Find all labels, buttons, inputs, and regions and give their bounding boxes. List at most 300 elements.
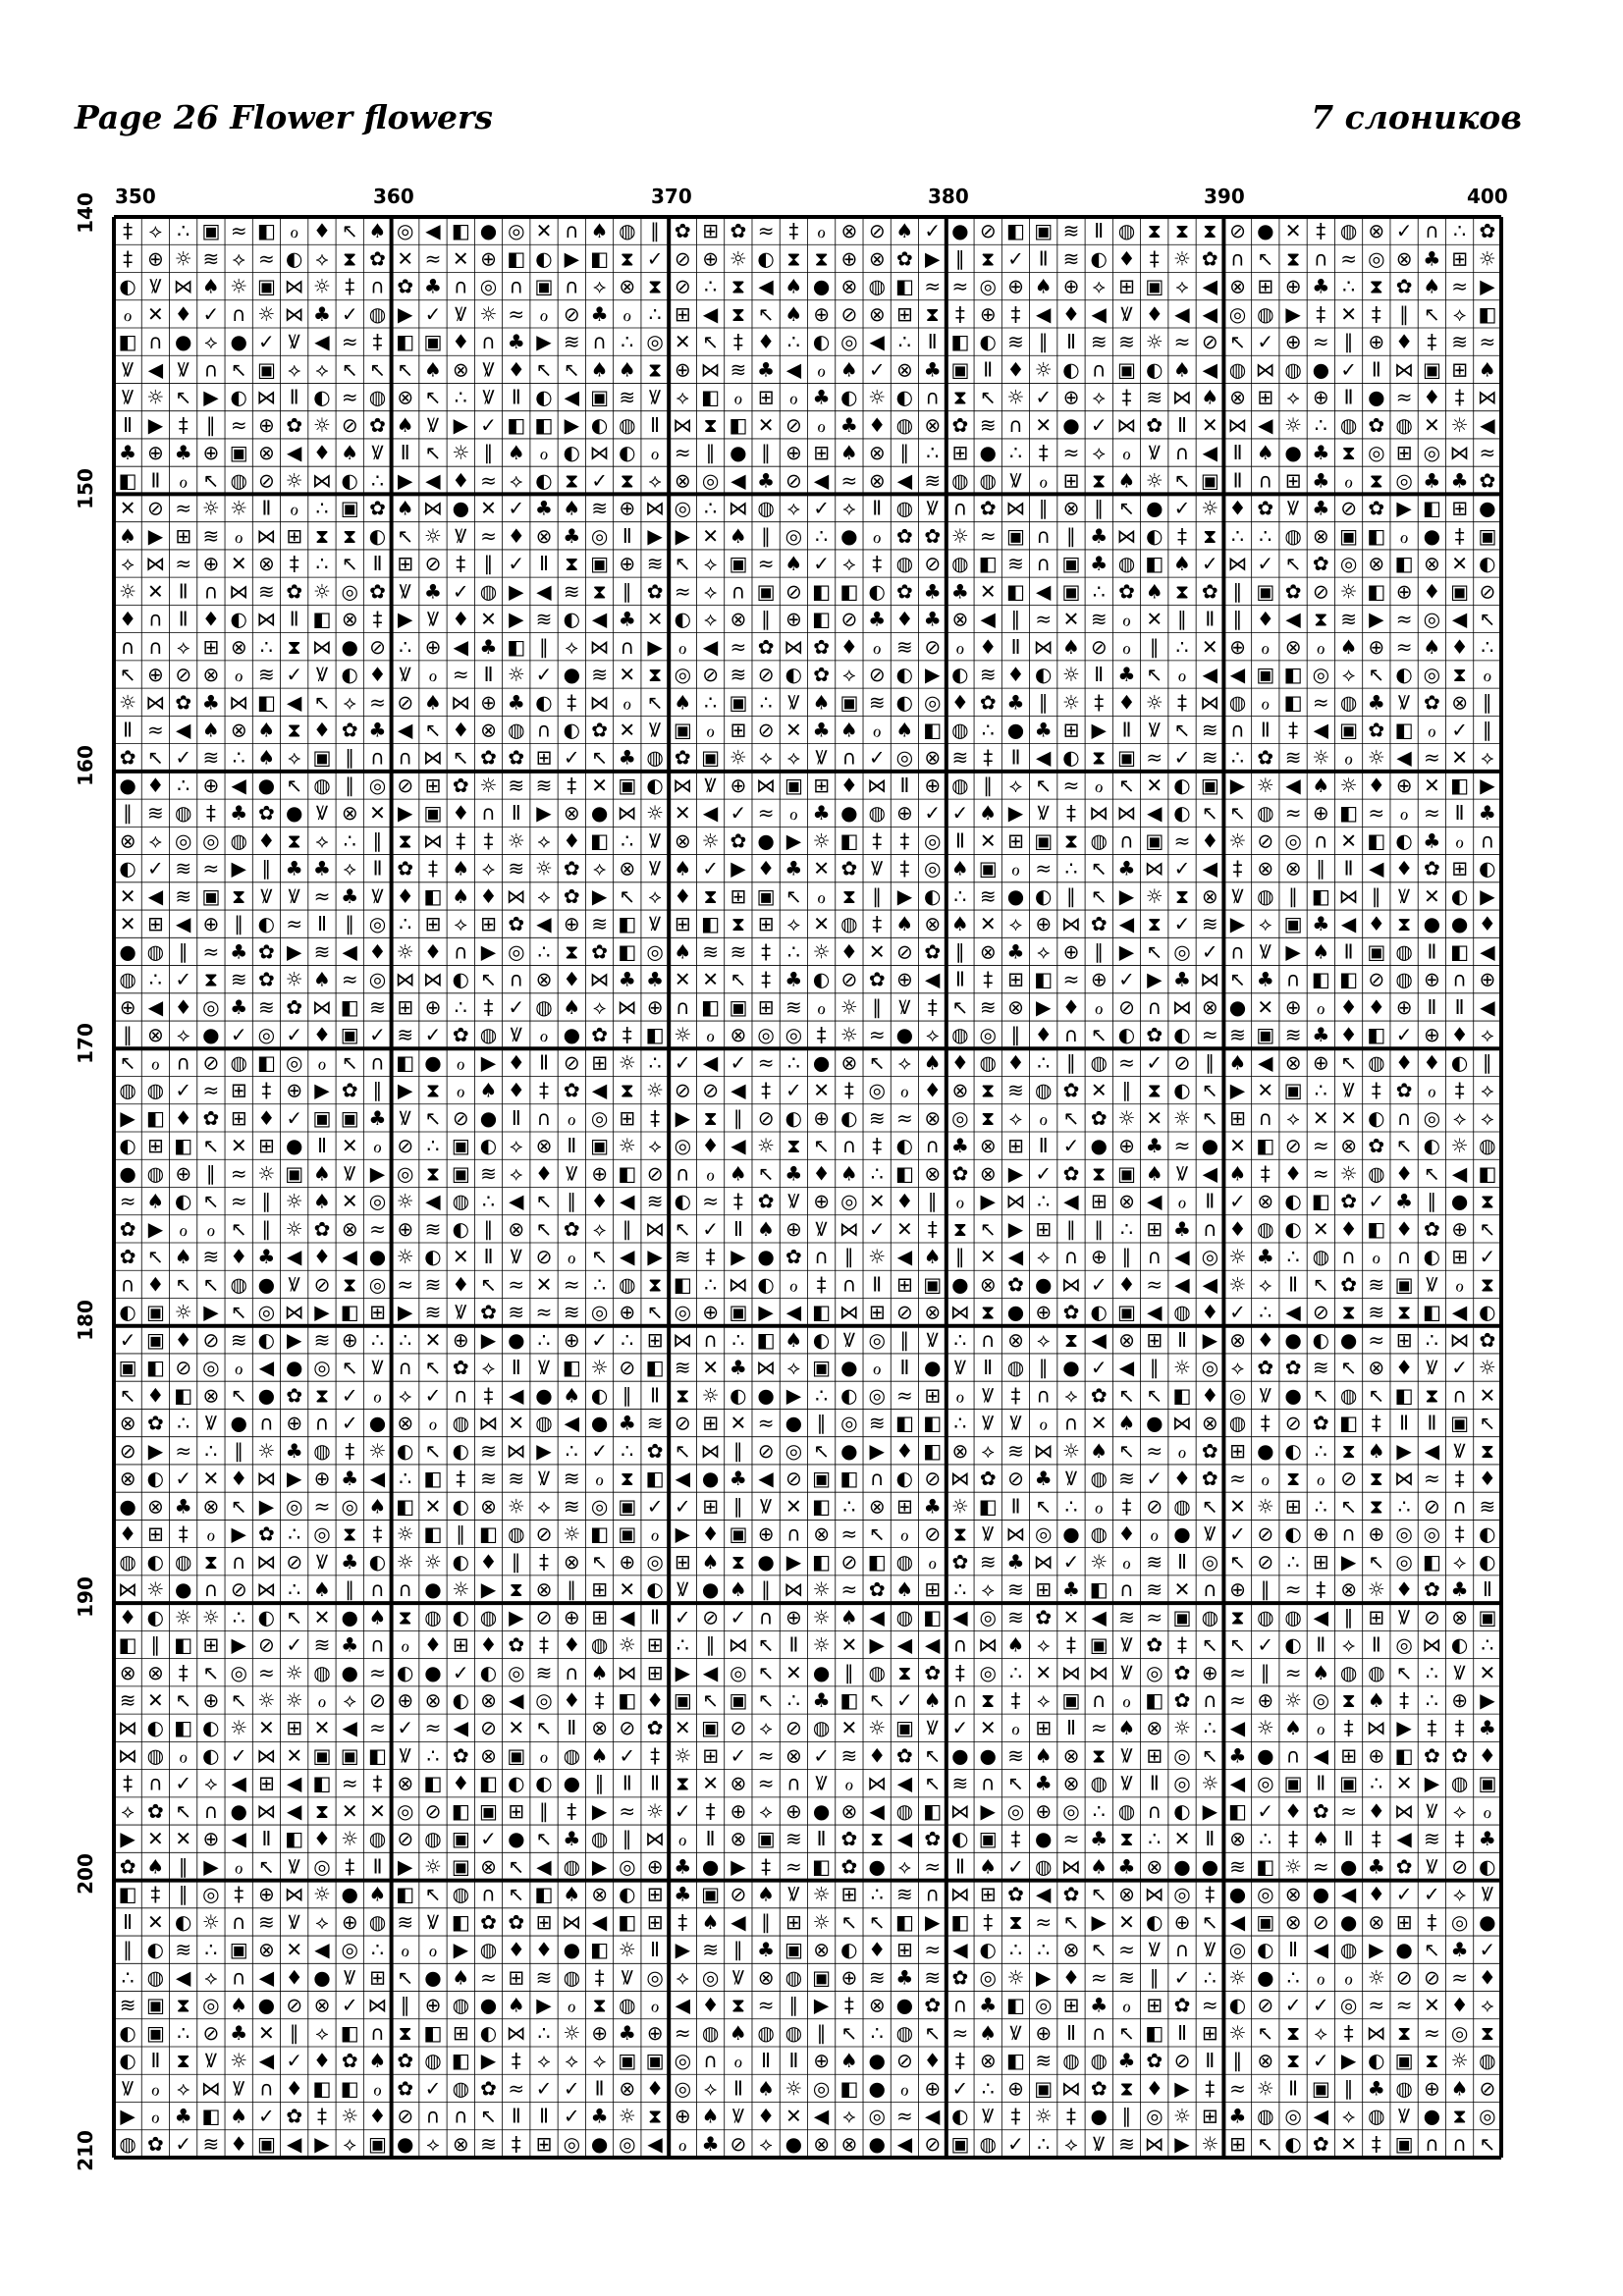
pattern-cell-symbol: ◧ (1006, 219, 1025, 243)
pattern-cell-symbol: ⧗ (620, 246, 634, 271)
pattern-cell-symbol: ⧗ (314, 1799, 330, 1823)
pattern-cell-symbol: ↖ (702, 330, 719, 354)
pattern-cell-symbol: ◎ (313, 1522, 331, 1546)
pattern-cell-symbol: ⧗ (203, 1549, 218, 1574)
pattern-cell-symbol: ♦ (424, 1632, 442, 1657)
pattern-cell-symbol: ⊗ (480, 1494, 497, 1519)
pattern-cell-symbol: ◀ (1313, 1743, 1328, 1768)
pattern-cell-symbol: ⋈ (367, 1993, 388, 2017)
pattern-cell-symbol: ∴ (676, 1632, 689, 1657)
pattern-cell-symbol: ≈ (785, 1854, 802, 1879)
pattern-cell-symbol: ≈ (1312, 1161, 1329, 1186)
pattern-cell-symbol: ⧗ (176, 1993, 190, 2017)
pattern-cell-symbol: Ꝟ (399, 663, 411, 686)
pattern-cell-symbol: ⊕ (813, 2049, 830, 2073)
pattern-cell-symbol: ● (1062, 1522, 1080, 1546)
pattern-cell-symbol: ♠ (950, 856, 969, 881)
pattern-cell-symbol: ⟡ (1286, 385, 1300, 409)
pattern-cell-symbol: ‡ (650, 1105, 661, 1130)
pattern-cell-symbol: ♦ (895, 607, 914, 631)
pattern-cell-symbol: ◀ (702, 1660, 719, 1684)
pattern-cell-symbol: ▶ (480, 939, 497, 964)
pattern-cell-symbol: Ⅱ (788, 2049, 799, 2073)
pattern-cell-symbol: ⋈ (700, 1438, 721, 1463)
pattern-cell-symbol: ‡ (428, 856, 438, 881)
pattern-cell-symbol: Ⅱ (622, 523, 632, 548)
pattern-cell-symbol: ∩ (1425, 219, 1439, 243)
pattern-cell-symbol: ☼ (174, 1605, 192, 1629)
pattern-cell-symbol: ▣ (618, 2049, 637, 2073)
pattern-cell-symbol: ⧗ (1286, 1467, 1301, 1491)
pattern-cell-symbol: ✓ (1479, 1938, 1496, 1962)
pattern-cell-symbol: ◎ (757, 1023, 775, 1047)
pattern-cell-symbol: ◐ (563, 607, 581, 631)
pattern-cell-symbol: ● (424, 1577, 442, 1601)
pattern-cell-symbol: ☼ (201, 496, 220, 520)
pattern-cell-symbol: ◐ (923, 884, 942, 908)
pattern-cell-symbol: ♣ (1312, 468, 1330, 493)
pattern-cell-symbol: ↖ (1090, 1882, 1108, 1906)
pattern-cell-symbol: ◀ (785, 1300, 802, 1324)
pattern-cell-symbol: ▶ (398, 1854, 413, 1879)
pattern-cell-symbol: Ꝟ (455, 523, 467, 548)
pattern-cell-symbol: ◎ (923, 690, 942, 715)
pattern-cell-symbol: ↖ (147, 745, 164, 770)
pattern-cell-symbol: ⟡ (148, 219, 163, 243)
pattern-cell-symbol: ⊞ (785, 1909, 802, 1934)
pattern-cell-symbol: ∩ (786, 1522, 801, 1546)
pattern-cell-symbol: ✿ (1451, 1743, 1468, 1768)
pattern-cell-symbol: ∴ (593, 1272, 606, 1297)
pattern-cell-symbol: ◀ (1258, 412, 1273, 437)
pattern-cell-symbol: ⊘ (175, 663, 192, 686)
pattern-cell-symbol: ✕ (1173, 1827, 1191, 1851)
pattern-cell-symbol: ⊘ (896, 939, 913, 964)
pattern-cell-symbol: ⧗ (343, 523, 357, 548)
pattern-cell-symbol: ◐ (1146, 523, 1163, 548)
pattern-cell-symbol: ⧗ (1174, 884, 1190, 908)
pattern-cell-symbol: ◐ (119, 2049, 136, 2073)
pattern-cell-symbol: ∥ (1427, 1189, 1437, 1213)
pattern-cell-symbol: ☼ (285, 1189, 303, 1213)
pattern-cell-symbol: ⧗ (1341, 1300, 1356, 1324)
pattern-cell-symbol: ☼ (257, 1438, 276, 1463)
pattern-cell-symbol: ⊞ (1340, 1743, 1357, 1768)
pattern-cell-symbol: ● (1450, 1189, 1469, 1213)
pattern-cell-symbol: Ꝟ (982, 1411, 995, 1435)
pattern-cell-symbol: ℴ (622, 301, 632, 326)
pattern-cell-symbol: ⟡ (1481, 1993, 1494, 2017)
pattern-cell-symbol: ✿ (785, 1245, 802, 1269)
pattern-cell-symbol: ∩ (370, 745, 385, 770)
pattern-cell-symbol: ‡ (677, 1909, 688, 1934)
pattern-cell-symbol: ⊞ (508, 1799, 525, 1823)
pattern-cell-symbol: ▶ (785, 828, 802, 853)
pattern-cell-symbol: ⊕ (619, 552, 636, 575)
pattern-cell-symbol: ◍ (563, 1854, 581, 1879)
pattern-cell-symbol: ⋈ (1422, 1632, 1442, 1657)
pattern-cell-symbol: ◎ (1395, 1522, 1413, 1546)
pattern-cell-symbol: ↖ (202, 468, 220, 493)
pattern-cell-symbol: ↖ (1395, 1660, 1413, 1684)
pattern-cell-symbol: ☼ (1062, 663, 1080, 686)
pattern-cell-symbol: ◧ (340, 1300, 359, 1324)
pattern-cell-symbol: ◍ (368, 1909, 387, 1934)
pattern-cell-symbol: ◎ (840, 1411, 858, 1435)
pattern-cell-symbol: ✓ (1007, 1854, 1024, 1879)
pattern-cell-symbol: ⊕ (1229, 634, 1246, 659)
pattern-cell-symbol: ≋ (480, 1438, 497, 1463)
pattern-cell-symbol: ≋ (202, 2131, 220, 2156)
pattern-cell-symbol: ◍ (951, 774, 969, 797)
pattern-cell-symbol: ◐ (1173, 801, 1191, 826)
pattern-cell-symbol: ✕ (230, 552, 247, 575)
pattern-cell-symbol: ≈ (1229, 1660, 1246, 1684)
pattern-cell-symbol: ♠ (1228, 1161, 1247, 1186)
pattern-cell-symbol: ◎ (868, 1327, 886, 1352)
pattern-cell-symbol: ⟡ (897, 1854, 912, 1879)
pattern-cell-symbol: ⟡ (786, 496, 801, 520)
pattern-cell-symbol: ⊗ (924, 1161, 942, 1186)
pattern-cell-symbol: ∥ (178, 1854, 189, 1879)
pattern-cell-symbol: ♦ (1395, 330, 1414, 354)
pattern-cell-symbol: ℴ (1177, 1438, 1187, 1463)
pattern-cell-symbol: ✓ (175, 967, 192, 991)
pattern-cell-symbol: ⊕ (397, 1216, 414, 1241)
pattern-cell-symbol: ◎ (230, 1660, 247, 1684)
pattern-cell-symbol: ◧ (507, 412, 526, 437)
pattern-cell-symbol: ▶ (675, 523, 690, 548)
pattern-cell-symbol: ∥ (1232, 579, 1243, 604)
pattern-cell-symbol: ℴ (290, 496, 299, 520)
pattern-cell-symbol: ≋ (1201, 745, 1218, 770)
pattern-cell-symbol: ♣ (1006, 690, 1025, 715)
pattern-cell-symbol: ↖ (1368, 1549, 1385, 1574)
pattern-cell-symbol: Ꝟ (399, 1743, 411, 1768)
pattern-cell-symbol: ⟡ (676, 1965, 689, 1990)
pattern-cell-symbol: ↖ (757, 1688, 775, 1712)
pattern-cell-symbol: ∩ (1147, 994, 1163, 1019)
pattern-cell-symbol: ≋ (397, 1023, 414, 1047)
pattern-cell-symbol: ☼ (729, 745, 747, 770)
pattern-cell-symbol: ⊘ (535, 1245, 553, 1269)
pattern-cell-symbol: ▶ (398, 607, 413, 631)
pattern-cell-symbol: ⊞ (1368, 1605, 1385, 1629)
pattern-cell-symbol: ⊞ (480, 912, 497, 936)
pattern-cell-symbol: ▶ (758, 1300, 774, 1324)
pattern-cell-symbol: ℴ (733, 2049, 743, 2073)
pattern-cell-symbol: ≈ (424, 246, 442, 271)
pattern-cell-symbol: ♦ (285, 2076, 303, 2101)
pattern-cell-symbol: ◍ (452, 1993, 470, 2017)
pattern-cell-symbol: ♠ (479, 1078, 498, 1102)
pattern-cell-symbol: ≋ (313, 1327, 331, 1352)
pattern-cell-symbol: ⟡ (676, 385, 689, 409)
pattern-cell-symbol: Ⅱ (650, 1605, 661, 1629)
pattern-cell-symbol: ⋈ (284, 274, 304, 298)
pattern-cell-symbol: ♦ (757, 2104, 776, 2128)
pattern-cell-symbol: ✕ (840, 1632, 858, 1657)
pattern-cell-symbol: ◎ (1368, 246, 1385, 271)
pattern-cell-symbol: ● (230, 1799, 247, 1823)
pattern-cell-symbol: ⊘ (397, 774, 414, 797)
pattern-cell-symbol: Ⅱ (1232, 441, 1243, 465)
pattern-cell-symbol: ⋈ (645, 1216, 666, 1241)
pattern-cell-symbol: ⋈ (229, 579, 249, 604)
pattern-cell-symbol: ◎ (979, 1660, 997, 1684)
pattern-cell-symbol: ≈ (341, 330, 358, 354)
pattern-cell-symbol: ⟡ (981, 1438, 995, 1463)
pattern-cell-symbol: ♦ (1256, 1327, 1274, 1352)
pattern-cell-symbol: ▣ (1061, 579, 1081, 604)
pattern-cell-symbol: ✓ (702, 1216, 719, 1241)
pattern-cell-symbol: ⋈ (756, 1356, 777, 1380)
pattern-cell-symbol: ⧗ (730, 301, 745, 326)
pattern-cell-symbol: ◀ (509, 1383, 524, 1408)
pattern-cell-symbol: ✕ (979, 1716, 997, 1740)
pattern-cell-symbol: ♣ (812, 801, 831, 826)
pattern-cell-symbol: ⧗ (1452, 663, 1467, 686)
pattern-cell-symbol: ≈ (175, 1438, 192, 1463)
pattern-cell-symbol: ◎ (1339, 552, 1358, 575)
pattern-cell-symbol: ▣ (1394, 1272, 1414, 1297)
pattern-cell-symbol: ♣ (1367, 2076, 1385, 2101)
pattern-cell-symbol: ≋ (535, 774, 553, 797)
pattern-cell-symbol: ✓ (175, 1771, 192, 1795)
pattern-cell-symbol: ⊘ (757, 663, 775, 686)
pattern-cell-symbol: ✕ (1479, 1383, 1496, 1408)
pattern-cell-symbol: ▶ (1174, 2131, 1190, 2156)
pattern-cell-symbol: ↖ (480, 2104, 497, 2128)
pattern-cell-symbol: ⊘ (619, 1716, 636, 1740)
pattern-cell-symbol: ✿ (1007, 1882, 1024, 1906)
pattern-cell-symbol: ≋ (868, 1965, 886, 1990)
pattern-cell-symbol: ≋ (535, 1660, 553, 1684)
pattern-cell-symbol: ⊕ (646, 1854, 664, 1879)
pattern-cell-symbol: ≋ (702, 939, 719, 964)
pattern-cell-symbol: ⋈ (478, 1411, 499, 1435)
pattern-cell-symbol: ⊞ (1312, 1549, 1329, 1574)
pattern-cell-symbol: ∥ (954, 246, 965, 271)
pattern-cell-symbol: ‡ (1121, 1494, 1132, 1519)
pattern-cell-symbol: ♦ (674, 884, 692, 908)
pattern-cell-symbol: ◐ (1146, 357, 1163, 382)
pattern-cell-symbol: ⊗ (1312, 523, 1329, 548)
pattern-cell-symbol: ◎ (1228, 1938, 1247, 1962)
pattern-cell-symbol: ◎ (784, 1023, 803, 1047)
pattern-cell-symbol: ∥ (483, 1216, 494, 1241)
pattern-cell-symbol: ▣ (423, 330, 443, 354)
pattern-cell-symbol: ✿ (508, 1909, 525, 1934)
pattern-cell-symbol: ℴ (1177, 1189, 1187, 1213)
pattern-cell-symbol: ● (1173, 1522, 1191, 1546)
pattern-cell-symbol: ∩ (148, 330, 163, 354)
pattern-cell-symbol: ◍ (146, 939, 165, 964)
pattern-cell-symbol: ↖ (1368, 663, 1385, 686)
pattern-cell-symbol: Ꝟ (399, 1105, 411, 1130)
pattern-cell-symbol: ↖ (757, 301, 775, 326)
pattern-cell-symbol: ✕ (702, 1771, 719, 1795)
pattern-cell-symbol: ● (1006, 1300, 1025, 1324)
pattern-cell-symbol: ↖ (868, 1050, 886, 1075)
pattern-cell-symbol: ◎ (979, 1965, 997, 1990)
pattern-cell-symbol: ∴ (1426, 1688, 1438, 1712)
pattern-cell-symbol: ♠ (618, 357, 636, 382)
pattern-cell-symbol: ◧ (1145, 2020, 1164, 2045)
pattern-cell-symbol: ♦ (1395, 1161, 1414, 1186)
pattern-cell-symbol: ∩ (675, 1161, 690, 1186)
pattern-cell-symbol: ♣ (1312, 912, 1330, 936)
pattern-cell-symbol: Ꝟ (233, 2076, 245, 2101)
pattern-cell-symbol: ⋈ (1033, 1438, 1054, 1463)
pattern-cell-symbol: ☼ (257, 1161, 276, 1186)
pattern-cell-symbol: Ⅱ (1149, 1771, 1160, 1795)
pattern-cell-symbol: ✿ (258, 939, 275, 964)
pattern-cell-symbol: ☼ (784, 2076, 803, 2101)
pattern-cell-symbol: ♣ (1090, 1827, 1109, 1851)
pattern-cell-symbol: ▶ (591, 884, 608, 908)
pattern-cell-symbol: ⋈ (1061, 2076, 1081, 2101)
pattern-cell-symbol: ∥ (1149, 1356, 1160, 1380)
pattern-cell-symbol: ⊗ (1229, 1327, 1246, 1352)
pattern-cell-symbol: ▶ (1285, 301, 1301, 326)
pattern-cell-symbol: ◎ (257, 1300, 276, 1324)
pattern-cell-symbol: Ꝟ (344, 1161, 356, 1186)
pattern-cell-symbol: ♦ (1228, 496, 1247, 520)
pattern-cell-symbol: ⊗ (619, 856, 636, 881)
pattern-cell-symbol: ◀ (1396, 745, 1412, 770)
pattern-cell-symbol: ⊗ (1368, 1356, 1385, 1380)
pattern-cell-symbol: ✿ (1201, 579, 1218, 604)
pattern-cell-symbol: ◐ (1423, 1134, 1441, 1158)
pattern-cell-symbol: ≋ (508, 1467, 525, 1491)
pattern-cell-symbol: ⊗ (1451, 1605, 1468, 1629)
pattern-cell-symbol: ∴ (1037, 1050, 1051, 1075)
pattern-cell-symbol: ⊗ (119, 1467, 136, 1491)
pattern-cell-symbol: ♣ (341, 1549, 359, 1574)
pattern-cell-symbol: ◍ (895, 1799, 914, 1823)
pattern-cell-symbol: ◐ (784, 663, 803, 686)
pattern-cell-symbol: ‡ (1232, 856, 1243, 881)
pattern-cell-symbol: ℴ (234, 663, 243, 686)
pattern-cell-symbol: Ⅱ (400, 441, 410, 465)
pattern-cell-symbol: ◐ (230, 385, 247, 409)
pattern-cell-symbol: ⊕ (480, 690, 497, 715)
pattern-cell-symbol: ∩ (148, 1771, 163, 1795)
pattern-cell-symbol: ▶ (1424, 1771, 1440, 1795)
pattern-cell-symbol: ‡ (1177, 690, 1187, 715)
pattern-cell-symbol: ▣ (256, 2131, 276, 2156)
pattern-cell-symbol: ⊗ (868, 301, 886, 326)
pattern-cell-symbol: ↖ (1424, 301, 1440, 326)
pattern-cell-symbol: ⧗ (1425, 2049, 1439, 2073)
pattern-cell-symbol: ♣ (313, 856, 331, 881)
pattern-cell-symbol: ⊕ (424, 1993, 442, 2017)
pattern-cell-symbol: ⊗ (1007, 1327, 1024, 1352)
pattern-cell-symbol: Ꝟ (204, 1411, 217, 1435)
pattern-cell-symbol: ◐ (619, 441, 636, 465)
pattern-cell-symbol: ◍ (646, 745, 664, 770)
pattern-cell-symbol: ∥ (511, 1549, 521, 1574)
pattern-cell-symbol: ♣ (341, 884, 359, 908)
pattern-cell-symbol: ● (119, 939, 136, 964)
pattern-cell-symbol: ✿ (730, 219, 747, 243)
pattern-cell-symbol: ⊘ (313, 1272, 331, 1297)
pattern-cell-symbol: ✕ (258, 1716, 275, 1740)
pattern-cell-symbol: ● (730, 441, 747, 465)
pattern-cell-symbol: ↖ (147, 1245, 164, 1269)
pattern-cell-symbol: Ꝟ (1453, 1660, 1466, 1684)
pattern-cell-symbol: ◀ (1285, 607, 1301, 631)
pattern-cell-symbol: ● (341, 634, 358, 659)
pattern-cell-symbol: ⧗ (952, 1216, 967, 1241)
pattern-cell-symbol: ◀ (702, 801, 719, 826)
pattern-cell-symbol: ≋ (1201, 912, 1218, 936)
pattern-cell-symbol: ⊞ (813, 774, 830, 797)
pattern-cell-symbol: ↖ (175, 1272, 192, 1297)
pattern-cell-symbol: ℴ (539, 1023, 549, 1047)
pattern-cell-symbol: ✓ (1312, 1993, 1329, 2017)
pattern-cell-symbol: ♠ (1423, 274, 1441, 298)
pattern-cell-symbol: ♦ (1284, 1161, 1303, 1186)
pattern-cell-symbol: ↖ (1062, 1909, 1080, 1934)
pattern-cell-symbol: ⋈ (1227, 552, 1248, 575)
pattern-cell-symbol: ◎ (1368, 441, 1385, 465)
pattern-cell-symbol: ♣ (590, 301, 609, 326)
pattern-cell-symbol: ⊕ (202, 441, 220, 465)
pattern-cell-symbol: ✓ (1090, 1356, 1108, 1380)
pattern-cell-symbol: ◀ (1007, 1245, 1024, 1269)
pattern-cell-symbol: ◐ (1395, 828, 1413, 853)
pattern-cell-symbol: ∩ (1230, 246, 1245, 271)
pattern-cell-symbol: ● (368, 1411, 387, 1435)
pattern-cell-symbol: ✓ (1118, 967, 1135, 991)
pattern-cell-symbol: ▶ (398, 1078, 413, 1102)
pattern-cell-symbol: ▣ (229, 1938, 248, 1962)
pattern-cell-symbol: ▣ (451, 1854, 470, 1879)
pattern-cell-symbol: ‡ (1399, 1688, 1410, 1712)
pattern-cell-symbol: ▣ (1117, 357, 1136, 382)
pattern-cell-symbol: ∥ (1343, 330, 1354, 354)
pattern-cell-symbol: ▶ (675, 1522, 690, 1546)
pattern-cell-symbol: ☼ (812, 1882, 831, 1906)
pattern-cell-symbol: Ⅱ (1038, 246, 1049, 271)
pattern-cell-symbol: ● (812, 1050, 831, 1075)
pattern-cell-symbol: ☼ (618, 1938, 636, 1962)
pattern-cell-symbol: ▣ (1034, 828, 1054, 853)
pattern-cell-symbol: ◐ (674, 1189, 692, 1213)
pattern-cell-symbol: ∥ (732, 1938, 743, 1962)
pattern-cell-symbol: ✕ (480, 607, 497, 631)
pattern-cell-symbol: Ꝟ (1342, 1078, 1355, 1102)
pattern-cell-symbol: ↖ (840, 1909, 858, 1934)
pattern-cell-symbol: ◎ (1201, 1245, 1219, 1269)
pattern-cell-symbol: ◀ (896, 1245, 913, 1269)
pattern-cell-symbol: ↖ (1479, 1216, 1496, 1241)
pattern-cell-symbol: ▣ (451, 1134, 470, 1158)
pattern-cell-symbol: ⧗ (1092, 1743, 1107, 1768)
pattern-cell-symbol: ☼ (701, 828, 720, 853)
pattern-cell-symbol: ▣ (894, 1716, 914, 1740)
pattern-cell-symbol: ↖ (175, 1799, 192, 1823)
pattern-cell-symbol: ∩ (453, 1383, 468, 1408)
pattern-cell-symbol: ∩ (259, 2076, 274, 2101)
pattern-cell-symbol: ✕ (147, 1827, 164, 1851)
pattern-cell-symbol: ⊞ (702, 1743, 719, 1768)
pattern-cell-symbol: ∥ (1371, 884, 1381, 908)
pattern-cell-symbol: ≈ (1229, 2076, 1246, 2101)
pattern-cell-symbol: ⊕ (452, 1327, 469, 1352)
